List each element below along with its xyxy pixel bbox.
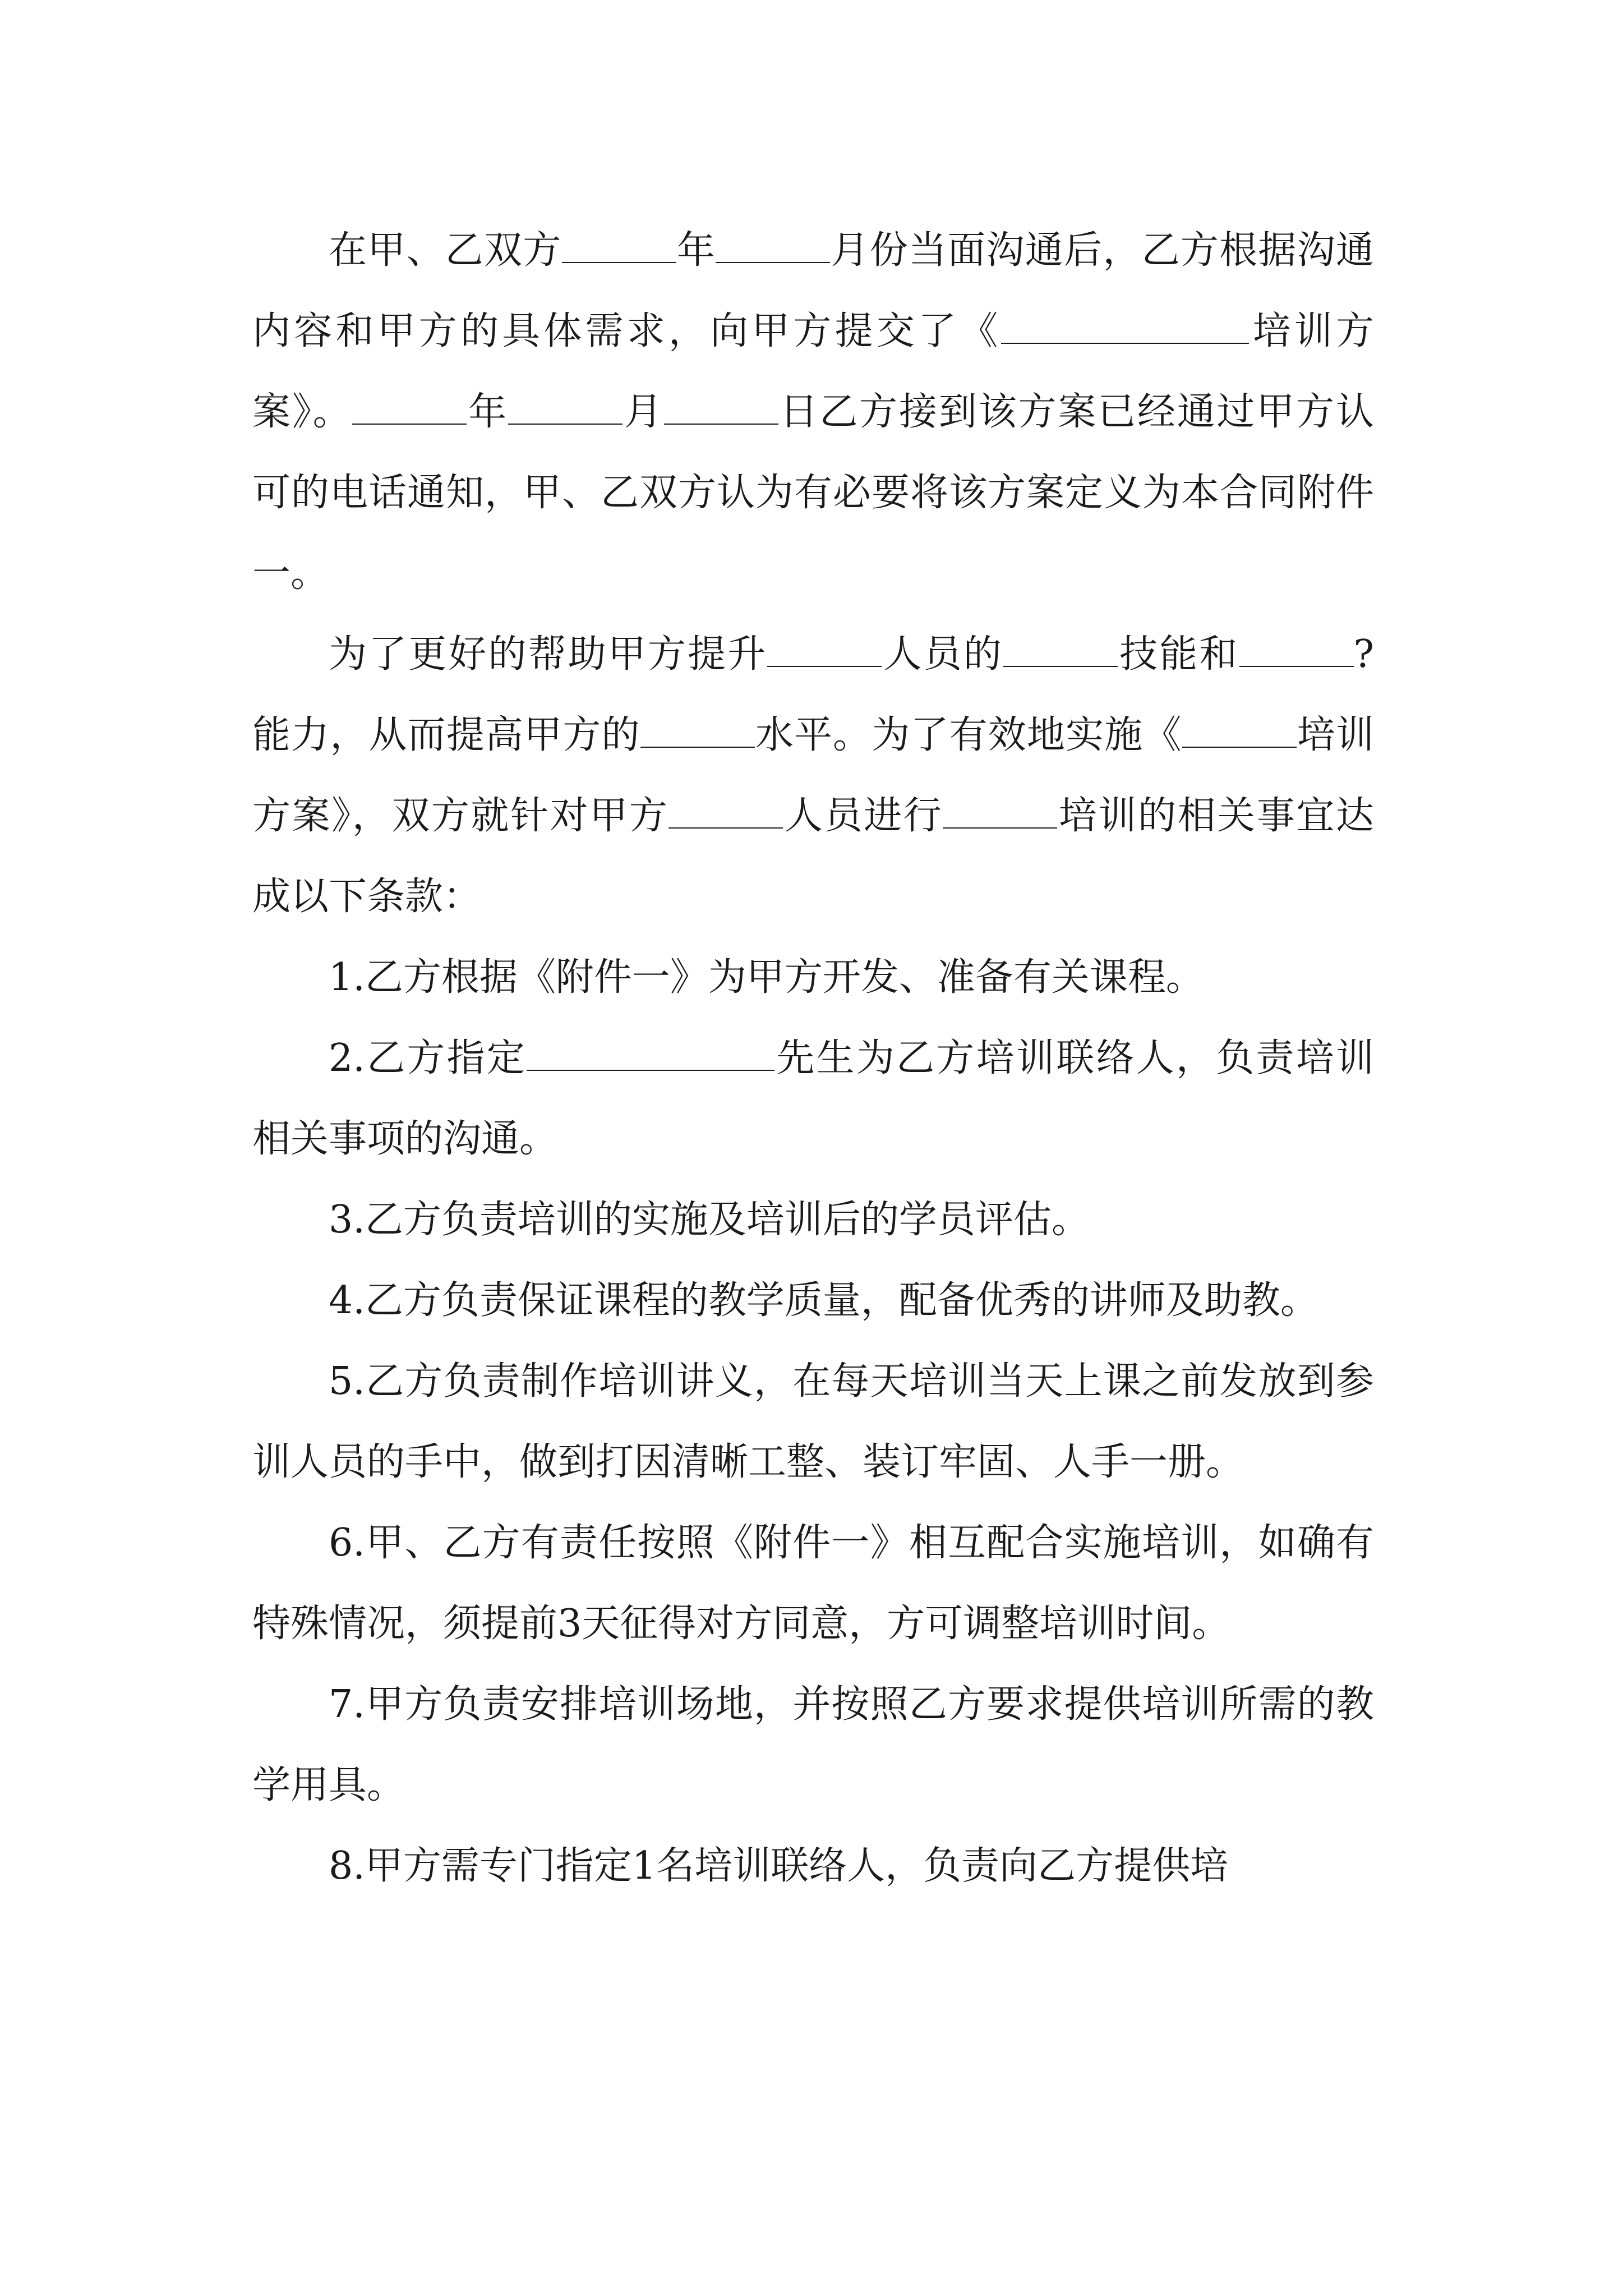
- text-segment: 人员的: [882, 632, 1003, 677]
- clause-2: [252, 1018, 1374, 1180]
- clause-7: 7.甲方负责安排培训场地，并按照乙方要求提供培训所需的教学用具。: [252, 1682, 1374, 1807]
- text-segment: 人员进行: [783, 794, 943, 838]
- text-segment: 在甲、乙双方: [329, 228, 562, 273]
- blank-field: [716, 226, 830, 263]
- blank-field: [527, 1033, 774, 1071]
- document-page: [252, 210, 1374, 1907]
- text-segment: 年: [467, 390, 509, 434]
- clause-5: 5.乙方负责制作培训讲义，在每天培训当天上课之前发放到参训人员的手中，做到打因清晰工整、装订牢固、人手一册。: [252, 1359, 1374, 1484]
- text-segment: 月份当面沟通后，乙方根据沟通内容和甲方的具体需求，向甲方提交了《: [252, 228, 1374, 353]
- blank-field: [1003, 629, 1118, 667]
- blank-field: [1182, 710, 1297, 748]
- text-segment: 培训方案》，双方就针对甲方: [252, 713, 1374, 838]
- clause-4: 4.乙方负责保证课程的教学质量，配备优秀的讲师及助教。: [329, 1278, 1318, 1323]
- text-segment: 月: [623, 390, 664, 434]
- blank-field: [640, 710, 755, 748]
- blank-field: [943, 791, 1057, 829]
- blank-field: [767, 629, 882, 667]
- text-segment: 培训方案》。: [252, 309, 1374, 434]
- blank-field: [508, 387, 623, 425]
- text-segment: 2.乙方指定: [329, 1036, 527, 1080]
- text-segment: 技能和: [1117, 632, 1239, 677]
- text-segment: 水平。为了有效地实施《: [754, 713, 1182, 757]
- paragraph-purpose: [252, 614, 1374, 937]
- blank-field: [1001, 306, 1249, 344]
- clause-3: 3.乙方负责培训的实施及培训后的学员评估。: [329, 1198, 1090, 1242]
- clause-6: 6.甲、乙方有责任按照《附件一》相互配合实施培训，如确有特殊情况，须提前3天征得对方同意，方可调整培训时间。: [252, 1521, 1374, 1646]
- text-segment: 先生为乙方培训联络人，负责培训相关事项的沟通。: [252, 1036, 1374, 1161]
- blank-field: [668, 791, 783, 829]
- blank-field: [562, 226, 676, 263]
- blank-field: [1239, 629, 1354, 667]
- text-segment: 培训的相关事宜达成以下条款：: [252, 794, 1374, 919]
- clause-8: 8.甲方需专门指定1名培训联络人，负责向乙方提供培: [329, 1844, 1229, 1888]
- text-segment: 年: [676, 228, 716, 273]
- clause-1: 1.乙方根据《附件一》为甲方开发、准备有关课程。: [329, 955, 1204, 1000]
- blank-field: [664, 387, 778, 425]
- text-segment: 为了更好的帮助甲方提升: [329, 632, 768, 677]
- paragraph-intro: [252, 210, 1374, 614]
- text-segment: ?能力，从而提高甲方的: [252, 632, 1374, 757]
- text-segment: 日乙方接到该方案已经通过甲方认可的电话通知，甲、乙双方认为有必要将该方案定义为本合同附件一。: [252, 390, 1374, 596]
- blank-field: [352, 387, 467, 425]
